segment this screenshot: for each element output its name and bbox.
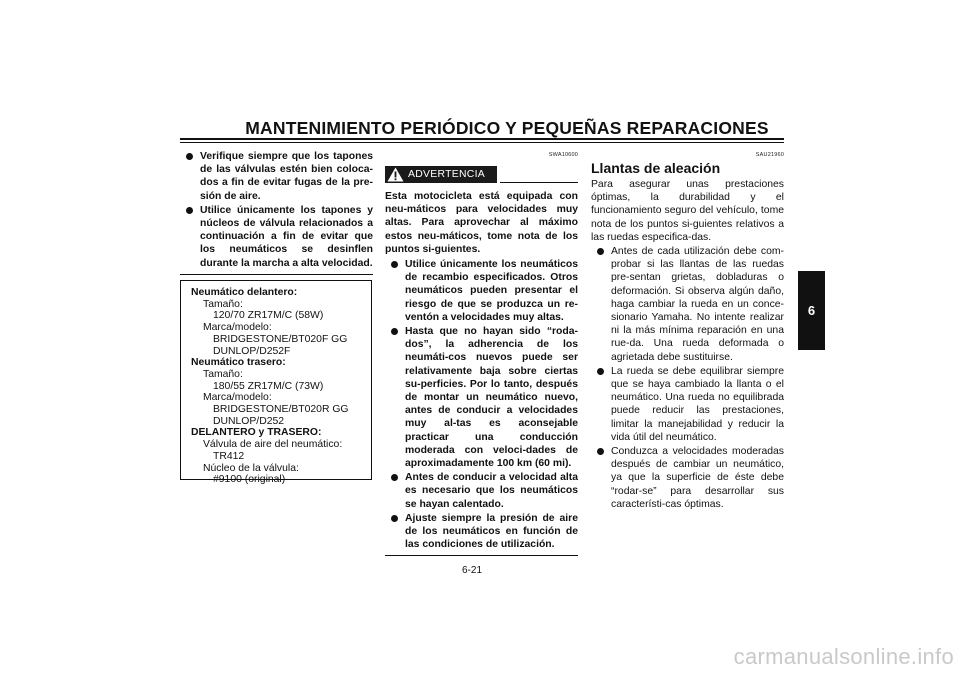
reference-code: SWA10600 [548, 152, 578, 158]
column-middle [385, 146, 578, 556]
spec-value: BRIDGESTONE/BT020F GG [213, 333, 348, 345]
spec-label: Tamaño: [203, 368, 243, 380]
warning-icon [387, 167, 404, 182]
divider [385, 555, 578, 556]
title-rule [180, 138, 784, 140]
warning-badge [385, 166, 497, 183]
spec-value: DUNLOP/D252 [213, 415, 285, 427]
spec-value: TR412 [213, 450, 245, 462]
both-tires-heading: DELANTERO y TRASERO: [191, 427, 322, 439]
spec-value: 180/55 ZR17M/C (73W) [213, 380, 324, 392]
list-item: Utilice únicamente los neumáticos de recambio especificados. Otros neumáticos pueden presentar el riesgo de que se produzca un re-ventón a velocidades muy altas. [385, 258, 578, 324]
list-item: Antes de conducir a velocidad alta es necesario que los neumáticos se hayan calentado. [385, 471, 578, 511]
spec-value: #9100 (original) [213, 474, 286, 486]
column-left [180, 146, 373, 275]
list-item: Hasta que no hayan sido “roda-dos”, la adherencia de los neumáti-cos nuevos puede ser relativamente baja sobre ciertas su-perficies. Por lo tanto, después de montar un neumático nuevo, antes de conducir a velocidades muy al-tas es aconsejable practicar una conducción moderada con veloci-dades de aproximadamente 100 km (60 mi). [385, 325, 578, 470]
spec-value: BRIDGESTONE/BT020R GG [213, 404, 349, 416]
tire-spec-box [180, 280, 372, 486]
list-item: Antes de cada utilización debe com-probar si las llantas de las ruedas pre-sentan grietas, dobladuras o deformación. Si observa algún daño, haga cambiar la rueda en un conce-sionario Yamaha. No intente realizar ni la más mínima reparación en una rue-da. Una rueda deformada o agrietada debe sustituirse. [591, 245, 784, 364]
column-right [591, 146, 784, 512]
spec-label: Tamaño: [203, 298, 243, 310]
watermark: carmanualsonline.info [733, 644, 954, 669]
warning-rule [500, 182, 578, 183]
title-rule-thin [180, 142, 784, 143]
reference-code: SAU21960 [755, 152, 784, 158]
list-item: Conduzca a velocidades moderadas después de cambiar un neumático, ya que la superficie de éste debe “rodar-se” para desarrollar sus característi-cas óptimas. [591, 445, 784, 511]
warning-label: ADVERTENCIA [408, 169, 486, 180]
list-item: Verifique siempre que los tapones de las válvulas estén bien coloca-dos a fin de evitar fugas de la pre-sión de aire. [180, 150, 373, 203]
rear-tire-heading: Neumático trasero: [191, 357, 286, 369]
page-title: MANTENIMIENTO PERIÓDICO Y PEQUEÑAS REPARACIONES [245, 118, 769, 138]
divider [180, 274, 373, 275]
chapter-tab: 6 [798, 271, 825, 350]
spec-label: Núcleo de la válvula: [203, 462, 299, 474]
warning-intro: Esta motocicleta está equipada con neu-máticos para velocidades muy altas. Para aprovechar al máximo estos neu-máticos, tome nota de los puntos si-guientes. [385, 191, 578, 255]
spec-label: Marca/modelo: [203, 392, 272, 404]
page-number: 6-21 [462, 565, 483, 576]
section-intro: Para asegurar unas prestaciones óptimas, la durabilidad y el funcionamiento seguro del vehículo, tome nota de los puntos si-guientes relativos a las ruedas especifica-das. [591, 179, 784, 243]
spec-value: DUNLOP/D252F [213, 345, 291, 357]
list-item: La rueda se debe equilibrar siempre que se haya cambiado la llanta o el neumático. Una rueda no equilibrada puede reducir las prestaciones, limitar la manejabilidad y reducir la vida útil del neumático. [591, 365, 784, 444]
list-item: Utilice únicamente los tapones y núcleos de válvula relacionados a continuación a fin de evitar que los neumáticos se desinflen durante la marcha a alta velocidad. [180, 204, 373, 270]
front-tire-heading: Neumático delantero: [191, 287, 298, 298]
spec-label: Marca/modelo: [203, 322, 272, 334]
spec-label: Válvula de aire del neumático: [203, 439, 343, 451]
list-item: Ajuste siempre la presión de aire de los neumáticos en función de las condiciones de utilización. [385, 512, 578, 552]
section-title: Llantas de aleación [591, 160, 721, 176]
warning-header [385, 166, 578, 186]
spec-value: 120/70 ZR17M/C (58W) [213, 310, 324, 322]
